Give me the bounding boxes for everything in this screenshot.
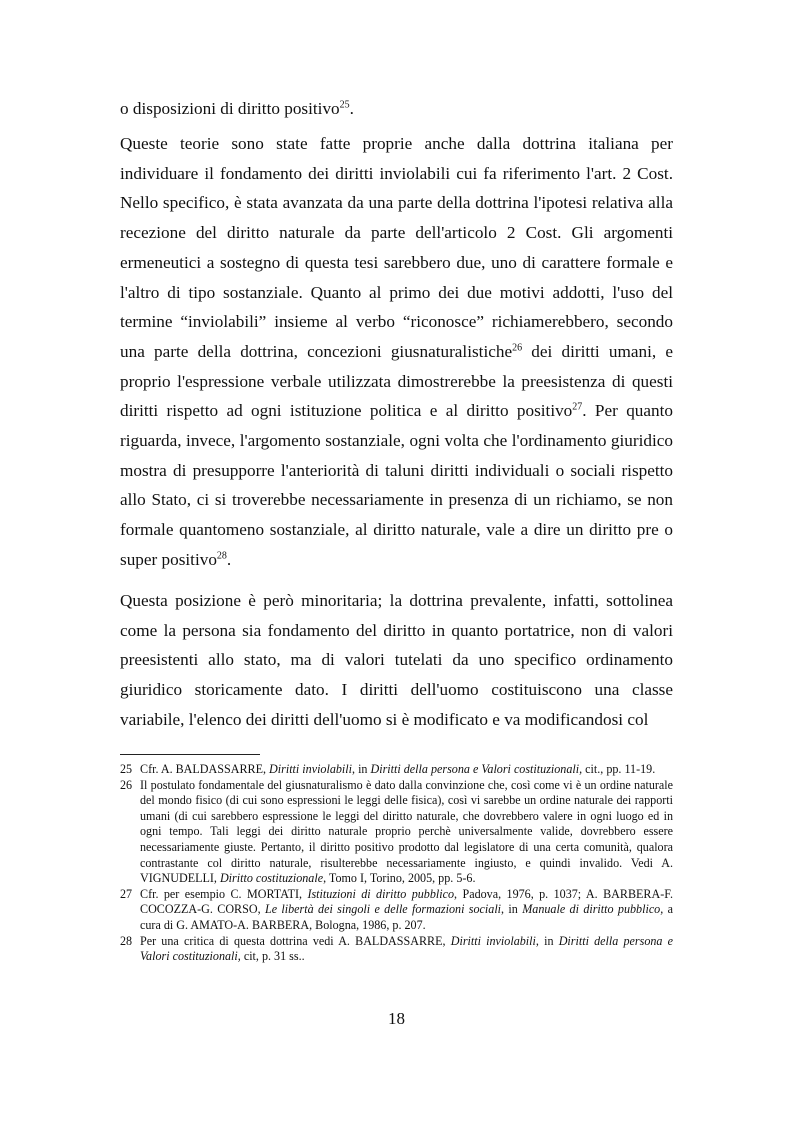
paragraph-1: o disposizioni di diritto positivo$^{25}$. <box>120 99 354 118</box>
footnote-number: 26 <box>120 777 133 792</box>
footnote-ref-27[interactable]: 27 <box>572 401 583 413</box>
footnote-number: 27 <box>120 886 133 901</box>
footnote-25 <box>120 762 673 778</box>
footnote-ref-28[interactable]: 28 <box>216 550 227 562</box>
page-number: 18 <box>388 1009 405 1028</box>
footnote-separator <box>120 754 260 755</box>
footnote-26 <box>120 778 673 887</box>
footnote-text: Il postulato fondamentale del giusnaturalismo è dato dalla convinzione che, così come vi è un ordine naturale del mondo fisico (di cui sono espressioni le leggi delle fisica), così vi sarebbe un ordine naturale dei rapporti umani (di cui sarebbero espressione le leggi del diritto naturale, che dovrebbero valere in ogni luogo ed in ogni tempo. Tali leggi dei diritto naturale proprio perchè universalmente valide, dovrebbero essere necessariamente giuste. Pertanto, il diritto positivo prodotto dal legislatore di una certa comunità, qualora contrastante col diritto naturale, risulterebbe necessariamente ingiusto, e quindi invalido. Vedi A. VIGNUDELLI, Diritto costituzionale, Tomo I, Torino, 2005, pp. 5-6. <box>140 777 673 886</box>
footnote-text: Per una critica di questa dottrina vedi A. BALDASSARRE, Diritti inviolabili, in Diritti della persona e Valori costituzionali, cit, p. 31 ss.. <box>140 933 674 964</box>
footnote-ref-26[interactable]: 26 <box>512 342 523 354</box>
footnote-number: 25 <box>120 762 133 776</box>
paragraph-3: Questa posizione è però minoritaria; la dottrina prevalente, infatti, sottolinea come la persona sia fondamento del diritto in quanto portatrice, non di valori preesistenti allo stato, ma di valori tutelati da uno specifico ordinamento giuridico storicamente dato. I diritti dell'uomo costituiscono una classe variabile, l'elenco dei diritti dell'uomo si è modificato e va modificandosi col <box>120 591 673 729</box>
footnote-text: Cfr. per esempio C. MORTATI, Istituzioni di diritto pubblico, Padova, 1976, p. 1037; A. BARBERA-F. COCOZZA-G. CORSO, Le libertà dei singoli e delle formazioni sociali, in Manuale di diritto pubblico, a cura di G. AMATO-A. BARBERA, Bologna, 1986, p. 207. <box>140 886 674 932</box>
footnote-28 <box>120 934 673 965</box>
footnote-27 <box>120 887 673 934</box>
paragraph-2: Queste teorie sono state fatte proprie anche dalla dottrina italiana per individuare il fondamento dei diritti inviolabili cui fa riferimento l'art. 2 Cost. Nello specifico, è stata avanzata da una parte della dottrina l'ipotesi relativa alla recezione del diritto naturale da parte dell'articolo 2 Cost. Gli argomenti ermeneutici a sostegno di questa tesi sarebbero due, uno di carattere formale e l'altro di tipo sostanziale. Quanto al primo dei due motivi addotti, l'uso del termine “inviolabili” insieme al verbo “riconosce” richiamerebbero, secondo una parte della dottrina, concezioni giusnaturalistiche$^{26}$ dei diritti umani, e proprio l'espressione verbale utilizzata dimostrerebbe la preesistenza di questi diritti rispetto ad ogni istituzione politica e al diritto positivo$^{27}$. Per quanto riguarda, invece, l'argomento sostanziale, ogni volta che l'ordinamento giuridico mostra di presupporre l'anteriorità di taluni diritti individuali o sociali rispetto allo Stato, ci si troverebbe necessariamente in presenza di un richiamo, se non formale quantomeno sostanziale, al diritto naturale, vale a dire un diritto pre o super positivo$^{28}$. <box>120 134 674 569</box>
footnote-ref-25[interactable]: 25 <box>339 99 350 111</box>
footnote-number: 28 <box>120 933 133 948</box>
footnote-text: Cfr. A. BALDASSARRE, Diritti inviolabili, in Diritti della persona e Valori costituzionali, cit., pp. 11-19. <box>140 762 656 776</box>
footnotes <box>120 762 673 965</box>
